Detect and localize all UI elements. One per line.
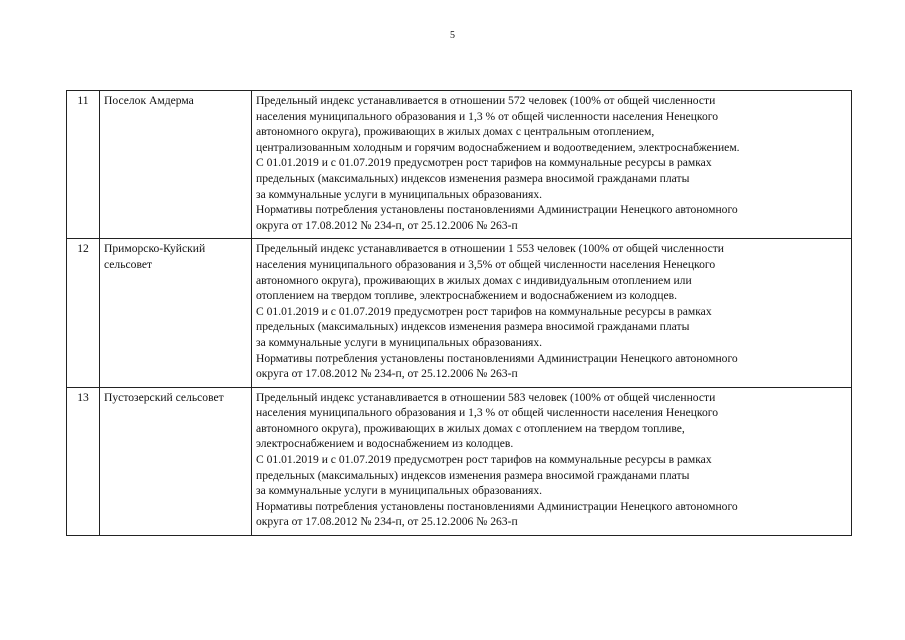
tariff-description: [252, 239, 852, 387]
row-number: 12: [67, 239, 100, 387]
page-number: 5: [450, 30, 455, 41]
table-row: [67, 387, 852, 535]
description-line: Предельный индекс устанавливается в отношении 572 человек (100% от общей численности: [256, 94, 716, 107]
description-line: округа от 17.08.2012 № 234-п, от 25.12.2006 № 263-п: [256, 515, 518, 529]
description-line: населения муниципального образования и 1,3 % от общей численности населения Ненецкого: [256, 109, 719, 123]
description-line: предельных (максимальных) индексов изменения размера вносимой гражданами платы: [256, 171, 690, 185]
description-line: Нормативы потребления установлены постановлениями Администрации Ненецкого автономного: [256, 203, 738, 217]
description-line: за коммунальные услуги в муниципальных образованиях.: [256, 335, 543, 349]
table-row: [67, 91, 852, 239]
description-line: С 01.01.2019 и с 01.07.2019 предусмотрен рост тарифов на коммунальные ресурсы в рамках: [256, 304, 712, 318]
description-line: автономного округа), проживающих в жилых домах с отоплением на твердом топливе,: [256, 421, 685, 435]
description-line: С 01.01.2019 и с 01.07.2019 предусмотрен рост тарифов на коммунальные ресурсы в рамках: [256, 453, 712, 467]
description-line: населения муниципального образования и 1,3 % от общей численности населения Ненецкого: [256, 406, 719, 420]
description-line: округа от 17.08.2012 № 234-п, от 25.12.2006 № 263-п: [256, 367, 518, 381]
row-number: 11: [67, 91, 100, 239]
tariff-description: [252, 387, 852, 535]
municipality-name: Поселок Амдерма: [100, 91, 252, 239]
description-line: за коммунальные услуги в муниципальных образованиях.: [256, 187, 543, 201]
tariff-description: [252, 91, 852, 239]
description-line: Нормативы потребления установлены постановлениями Администрации Ненецкого автономного: [256, 499, 738, 513]
description-line: населения муниципального образования и 3,5% от общей численности населения Ненецкого: [256, 257, 716, 271]
description-line: предельных (максимальных) индексов изменения размера вносимой гражданами платы: [256, 320, 690, 334]
municipality-name: Приморско-Куйский сельсовет: [100, 239, 252, 387]
municipalities-table: [66, 90, 852, 536]
description-line: централизованным холодным и горячим водоснабжением и водоотведением, электроснабжением.: [256, 140, 740, 154]
description-line: предельных (максимальных) индексов изменения размера вносимой гражданами платы: [256, 468, 690, 482]
table-row: [67, 239, 852, 387]
description-line: автономного округа), проживающих в жилых домах с индивидуальным отоплением или: [256, 273, 692, 287]
description-line: отоплением на твердом топливе, электроснабжением и водоснабжением из колодцев.: [256, 289, 678, 303]
description-line: Нормативы потребления установлены постановлениями Администрации Ненецкого автономного: [256, 351, 738, 365]
description-line: автономного округа), проживающих в жилых домах с центральным отоплением,: [256, 125, 655, 139]
description-line: Предельный индекс устанавливается в отношении 1 553 человек (100% от общей численности: [256, 242, 724, 256]
row-number: 13: [67, 387, 100, 535]
description-line: С 01.01.2019 и с 01.07.2019 предусмотрен рост тарифов на коммунальные ресурсы в рамках: [256, 156, 712, 170]
description-line: электроснабжением и водоснабжением из колодцев.: [256, 437, 514, 451]
description-line: за коммунальные услуги в муниципальных образованиях.: [256, 484, 543, 498]
description-line: Предельный индекс устанавливается в отношении 583 человек (100% от общей численности: [256, 390, 716, 404]
municipality-name: Пустозерский сельсовет: [100, 387, 252, 535]
description-line: округа от 17.08.2012 № 234-п, от 25.12.2006 № 263-п: [256, 218, 518, 232]
